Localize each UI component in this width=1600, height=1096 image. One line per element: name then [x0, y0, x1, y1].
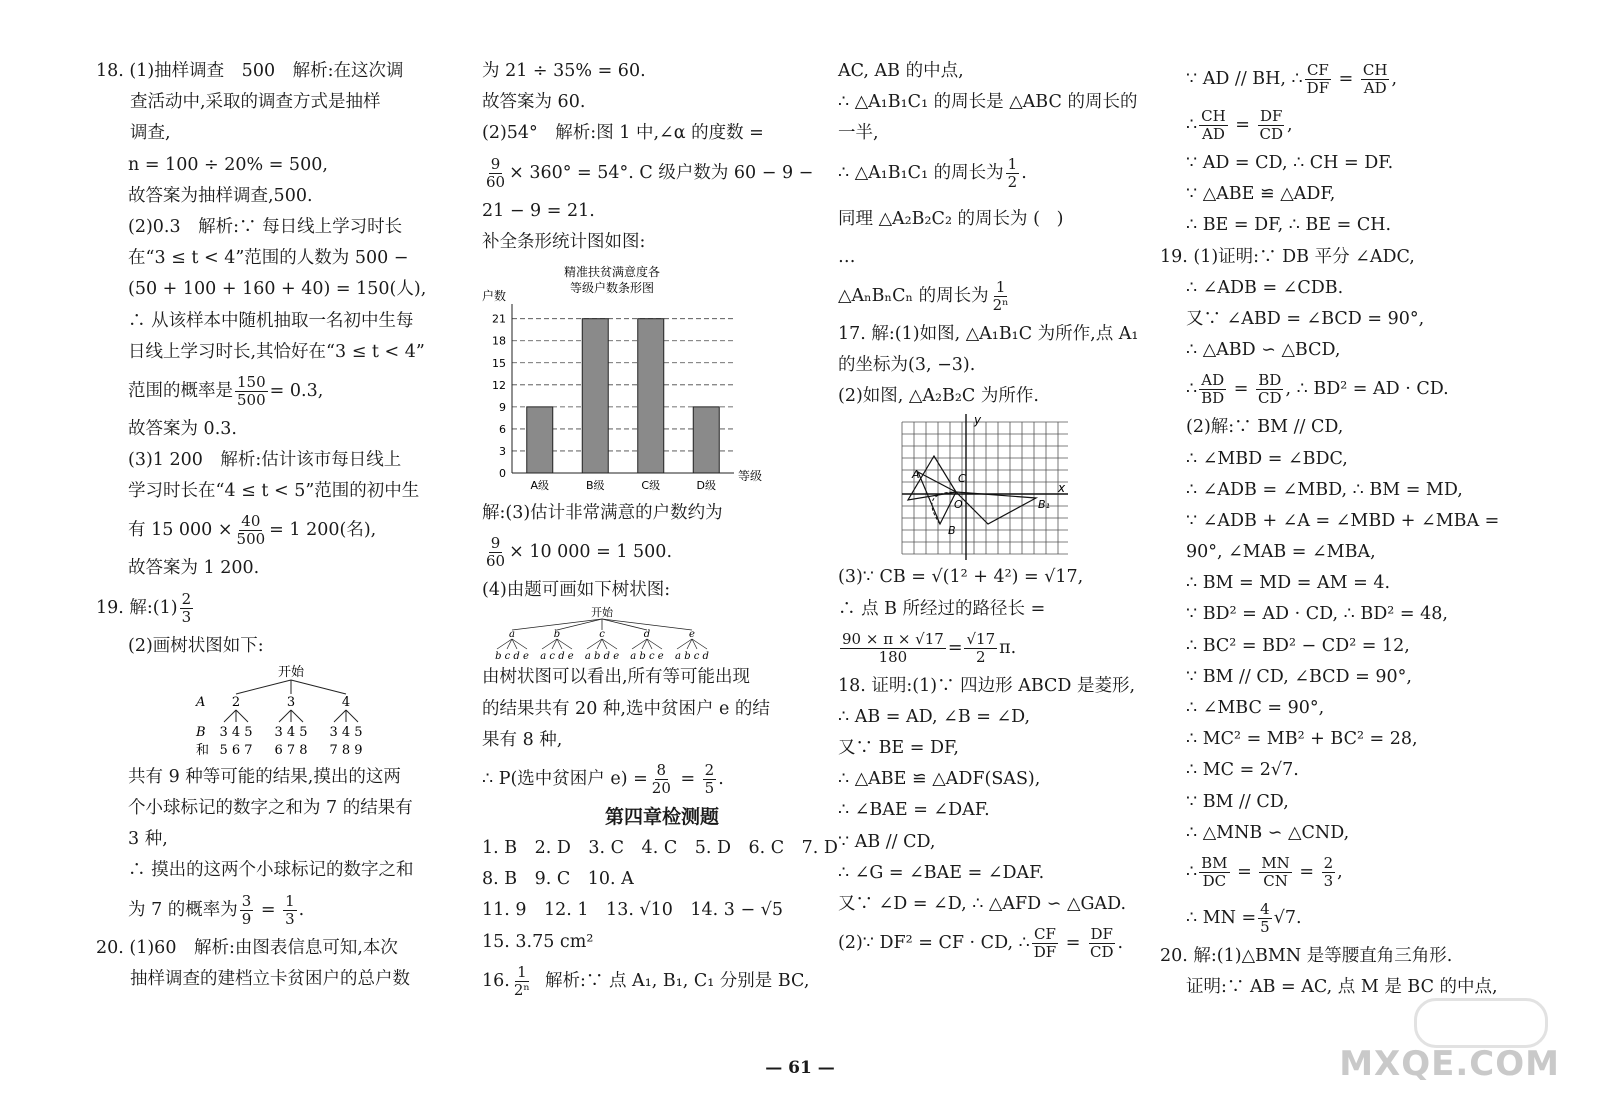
text-line: n = 100 ÷ 20% = 500, [128, 154, 328, 175]
text-line: ∴ P(选中贫困户 e) = $\frac{8}{20}$ = $\frac{2}{5}$ . [482, 760, 724, 797]
page-number: — 61 — [765, 1058, 835, 1078]
denominator: 2ⁿ [513, 980, 530, 999]
denominator: 9 [241, 909, 252, 928]
denominator: AD [1363, 79, 1387, 97]
tree-node: 3 4 5 [219, 724, 253, 740]
fraction [1199, 855, 1229, 890]
watermark-logo [1414, 998, 1548, 1048]
denominator: DC [1202, 871, 1227, 890]
text-line: ∴ MC = 2√7. [1186, 760, 1299, 781]
numerator: 3 [241, 891, 252, 910]
text-line [96, 585, 456, 631]
text-line [838, 273, 1198, 319]
text-line: 查活动中,采取的调查方式是抽样 [130, 92, 381, 113]
text-line: 学习时长在“4 ≤ t < 5”范围的初中生 [128, 481, 420, 502]
text-line [96, 368, 456, 414]
tree-node: 4 [341, 694, 351, 710]
column-4 [1160, 56, 1516, 1003]
numerator: CH [1362, 61, 1388, 79]
denominator: DF [1033, 943, 1057, 962]
numerator: DF [1090, 925, 1113, 944]
denominator: 3 [181, 607, 192, 626]
y-tick-label: 0 [499, 466, 506, 480]
text-line [482, 150, 842, 196]
text-line: 1. B 2. D 3. C 4. C 5. D 6. C 7. D [482, 838, 838, 859]
text-line: (2)画树状图如下: [128, 635, 264, 656]
text-line: 又∵ ∠D = ∠D, ∴ △AFD ∽ △GAD. [838, 894, 1127, 914]
coordinate-grid-figure [838, 412, 1168, 562]
text-line: 的结果共有 20 种,选中贫困户 e 的结 [482, 698, 770, 719]
fraction [235, 374, 268, 409]
fraction [1006, 156, 1020, 191]
text-line: 21 − 9 = 21. [482, 200, 595, 221]
numerator: √17 [966, 629, 996, 648]
text-line: ∴ ∠MBC = 90°, [1186, 698, 1325, 718]
denominator: CD [1089, 943, 1114, 962]
text-line: 故答案为 0.3. [128, 418, 237, 439]
text-line: 解:(3)估计非常满意的户数约为 [482, 502, 723, 523]
tree-start: 开始 [591, 606, 613, 620]
text-line: ∴ BC² = BD² − CD² = 12, [1186, 635, 1410, 656]
y-axis-label: 户数 [482, 288, 507, 303]
y-tick-label: 12 [492, 378, 506, 392]
text-line: 在“3 ≤ t < 4”范围的人数为 500 − [128, 248, 409, 269]
numerator: MN [1261, 853, 1290, 872]
numerator: AD [1201, 371, 1225, 390]
text-line: ∴ △ABE ≌ △ADF(SAS), [838, 769, 1041, 790]
text-line: ∴ 摸出的这两个小球标记的数字之和 [128, 860, 414, 881]
fraction [840, 631, 946, 666]
column-3 [838, 56, 1198, 966]
fraction [1361, 62, 1390, 97]
text-span: = 1 200(名), [269, 520, 377, 541]
denominator: 5 [1260, 917, 1270, 936]
text-line: … [838, 246, 856, 267]
text-line: ∴ $\frac{AD}{BD}$ = $\frac{BD}{CD}$ , ∴ BD² = AD · CD. [1186, 371, 1449, 408]
text-line: 为 7 的概率为 $\frac{3}{9}$ = $\frac{1}{3}$ . [128, 891, 305, 928]
text-span: = [947, 637, 963, 658]
text-span: = 0.3, [269, 380, 324, 401]
text-line: 补全条形统计图如图: [482, 231, 646, 252]
tree-leaves: a b d e [584, 651, 620, 663]
tree-leaves: a b c e [630, 651, 664, 663]
text-line: 日线上学习时长,其恰好在“3 ≤ t < 4” [128, 341, 425, 362]
tree-start: 开始 [277, 664, 305, 680]
denominator: 3 [1323, 871, 1334, 890]
numerator: 150 [237, 372, 266, 391]
text-line: 11. 9 12. 1 13. √10 14. 3 − √5 [482, 900, 783, 921]
text-line: 共有 9 种等可能的结果,摸出的这两 [128, 766, 401, 787]
fraction [283, 893, 297, 928]
bar [693, 407, 719, 473]
bar-chart [482, 258, 782, 498]
text-line: 调查, [130, 123, 171, 144]
numerator: BD [1258, 371, 1282, 390]
tree-diagram-1 [96, 662, 396, 762]
text-line: ∴ △A₁B₁C₁ 的周长为 $\frac{1}{2}$ . [838, 154, 1027, 191]
text-span: ∴ [1186, 861, 1198, 882]
text-line: ∴ 点 B 所经过的路径长 = [838, 598, 1046, 619]
numerator: 2 [1323, 853, 1334, 872]
tree-leaves: a c d e [540, 651, 574, 663]
numerator: 4 [1260, 899, 1270, 918]
origin-label: O [954, 498, 963, 512]
tree-row-label: A [196, 694, 206, 710]
text-span: , ∴ BD² = AD · CD. [1285, 379, 1449, 400]
numerator: 9 [490, 534, 501, 553]
text-line [1186, 895, 1516, 941]
numerator: BM [1201, 853, 1228, 872]
denominator: 60 [486, 552, 506, 571]
denominator: 500 [236, 530, 266, 549]
x-axis-label: 等级 [738, 468, 763, 483]
y-tick-label: 9 [499, 400, 506, 414]
text-line: 又∵ ∠ABD = ∠BCD = 90°, [1186, 308, 1425, 329]
fraction [703, 762, 717, 797]
watermark: MXQE.COM [1339, 1044, 1560, 1084]
fraction [1258, 108, 1286, 143]
text-line: ∵ AD = CD, ∴ CH = DF. [1186, 153, 1394, 173]
y-tick-label: 15 [492, 356, 506, 370]
numerator: 1 [517, 962, 527, 981]
text-line: ∵ AB // CD, [838, 831, 936, 852]
text-line: (2)54° 解析:图 1 中,∠α 的度数 = [482, 123, 764, 144]
tree-leaves: a b c d [675, 651, 709, 663]
text-span: 16. [482, 970, 510, 991]
y-tick-label: 21 [492, 312, 506, 326]
y-tick-label: 3 [499, 444, 506, 458]
denominator: 2ⁿ [992, 295, 1009, 314]
text-line: 15. 3.75 cm² [482, 931, 594, 952]
text-span: × 360° = 54°. C 级户数为 60 − 9 − [509, 162, 814, 183]
tree-node: c [599, 629, 605, 641]
text-line: ∵ △ABE ≌ △ADF, [1186, 184, 1336, 205]
denominator: BD [1201, 389, 1225, 408]
denominator: CD [1258, 389, 1282, 408]
denominator: CN [1263, 871, 1288, 890]
tree-node: d [643, 629, 651, 641]
point-label: A [912, 468, 920, 482]
numerator: 1 [995, 277, 1006, 296]
denominator: 180 [878, 647, 908, 666]
text-line: ∵ AD // BH, ∴ $\frac{CF}{DF}$ = $\frac{CH}{AD}$ , [1186, 61, 1398, 97]
chart-x-ticks [530, 479, 716, 492]
text-line: ∴ △A₁B₁C₁ 的周长是 △ABC 的周长的 [838, 92, 1138, 113]
text-line: (3)1 200 解析:估计该市每日线上 [128, 450, 402, 471]
text-line: ∴ BE = DF, ∴ BE = CH. [1186, 215, 1392, 236]
text-line: ∴ ∠ADB = ∠CDB. [1186, 277, 1344, 298]
x-tick-label: A级 [530, 478, 550, 492]
fraction [1305, 62, 1331, 97]
text-line: 个小球标记的数字之和为 7 的结果有 [128, 798, 413, 818]
fraction [180, 591, 194, 626]
numerator: 1 [285, 891, 295, 910]
tree-row-label: B [196, 724, 206, 740]
numerator: CH [1201, 107, 1226, 125]
denominator: AD [1201, 125, 1225, 143]
text-span: ∴ MN = [1186, 907, 1257, 928]
text-line: ∵ ∠ADB + ∠A = ∠MBD + ∠MBA = [1186, 510, 1500, 531]
text-line: 的坐标为(3, −3). [838, 354, 976, 375]
denominator: 20 [651, 778, 671, 797]
text-line: 20. 解:(1)△BMN 是等腰直角三角形. [1160, 945, 1453, 966]
tree-diagram-2 [482, 606, 722, 662]
numerator: 1 [1007, 154, 1018, 173]
text-span: ∵ AD // BH, ∴ [1186, 69, 1303, 89]
chart-y-ticks [492, 313, 506, 480]
text-line: 19. (1)证明:∵ DB 平分 ∠ADC, [1160, 246, 1415, 267]
text-line: 由树状图可以看出,所有等可能出现 [482, 667, 751, 688]
denominator: 500 [237, 390, 266, 409]
text-span: 有 15 000 × [128, 520, 233, 541]
text-span: √7. [1273, 907, 1302, 928]
numerator: 2 [181, 589, 192, 608]
bar [638, 319, 664, 473]
text-span: (2)∵ DF² = CF · CD, ∴ [838, 933, 1030, 954]
numerator: DF [1260, 107, 1283, 125]
fraction [484, 535, 507, 570]
tree-node: 3 4 5 [329, 724, 363, 740]
text-line: 又∵ BE = DF, [838, 738, 959, 759]
text-line: ∴ AB = AD, ∠B = ∠D, [838, 706, 1031, 727]
fraction [650, 762, 673, 797]
text-line: 一半, [838, 123, 879, 144]
text-line: 抽样调查的建档立卡贫困户的总户数 [130, 968, 410, 989]
numerator: 8 [656, 760, 667, 779]
text-span: π. [999, 637, 1017, 658]
text-line [838, 625, 1198, 671]
text-line: ∴ △ABD ∽ △BCD, [1186, 340, 1341, 361]
text-span: × 10 000 = 1 500. [509, 542, 673, 563]
tree-node: 7 8 9 [329, 742, 363, 758]
chart-title-line-2: 等级户数条形图 [569, 280, 655, 295]
text-line: 故答案为 1 200. [128, 558, 260, 579]
numerator: CF [1034, 925, 1056, 944]
bar [582, 319, 608, 473]
text-line: (2)如图, △A₂B₂C 为所作. [838, 386, 1039, 407]
text-span: 19. 解:(1) [96, 597, 178, 618]
text-line: ∴ ∠MBD = ∠BDC, [1186, 448, 1348, 469]
text-line: 证明:∵ AB = AC, 点 M 是 BC 的中点, [1186, 977, 1498, 998]
tree-branches [495, 619, 709, 662]
y-tick-label: 18 [492, 334, 506, 348]
text-line: (4)由题可画如下树状图: [482, 580, 671, 601]
x-tick-label: D级 [696, 478, 716, 492]
fraction [1088, 926, 1116, 961]
denominator: 2 [976, 647, 986, 666]
text-line: ∴ MC² = MB² + BC² = 28, [1186, 729, 1418, 750]
tree-node: 5 6 7 [219, 742, 253, 758]
text-line: ∴ ∠ADB = ∠MBD, ∴ BM = MD, [1186, 479, 1463, 500]
tree-node: 3 [286, 694, 296, 710]
text-line: 18. 证明:(1)∵ 四边形 ABCD 是菱形, [838, 675, 1136, 696]
text-line: ∴ 从该样本中随机抽取一名初中生每 [128, 310, 414, 331]
text-line [96, 507, 456, 553]
text-line: ∴ ∠BAE = ∠DAF. [838, 800, 990, 821]
fraction [1256, 372, 1284, 407]
section-title: 第四章检测题 [604, 805, 719, 828]
tree-node: 2 [231, 694, 241, 710]
text-line: ∴ $\frac{CH}{AD}$ = $\frac{DF}{CD}$ , [1186, 107, 1293, 143]
denominator: 60 [486, 172, 506, 191]
bar [527, 407, 553, 473]
numerator: 40 [241, 512, 261, 531]
denominator: CD [1259, 125, 1284, 143]
text-line: ∴ △MNB ∽ △CND, [1186, 822, 1350, 843]
text-span: ∴ [1186, 379, 1198, 400]
text-span: 为 7 的概率为 [128, 899, 238, 920]
text-line: (2)∵ DF² = CF · CD, ∴ $\frac{CF}{DF}$ = $\frac{DF}{CD}$ . [838, 925, 1124, 962]
denominator: DF [1306, 79, 1330, 97]
fraction [1199, 372, 1226, 407]
tree-node: e [689, 629, 695, 641]
text-span: △AₙBₙCₙ 的周长为 [838, 285, 989, 306]
text-line: AC, AB 的中点, [838, 61, 964, 81]
numerator: 90 × π × √17 [842, 629, 944, 648]
text-line: (3)∵ CB = √(1² + 4²) = √17, [838, 567, 1084, 588]
text-span: ∴ [1186, 115, 1198, 135]
text-line: 18. (1)抽样调查 500 解析:在这次调 [96, 61, 404, 81]
chart-bars [527, 319, 720, 473]
tree-leaves: b c d e [495, 651, 529, 663]
x-axis-label: x [1058, 481, 1066, 496]
text-line: 17. 解:(1)如图, △A₁B₁C 为所作,点 A₁ [838, 323, 1139, 344]
fraction [991, 279, 1011, 314]
text-line: (50 + 100 + 160 + 40) = 150(人), [128, 279, 427, 300]
fraction [484, 156, 507, 191]
tree-node: b [553, 629, 561, 641]
text-line: ∵ BM // CD, ∠BCD = 90°, [1186, 666, 1412, 687]
text-line: (2)解:∵ BM // CD, [1186, 417, 1344, 438]
fraction [1258, 901, 1272, 936]
text-line: 8. B 9. C 10. A [482, 869, 634, 890]
x-tick-label: C级 [641, 478, 661, 492]
text-line: 故答案为 60. [482, 92, 586, 113]
numerator: CF [1306, 61, 1329, 79]
fraction [964, 631, 997, 666]
text-line: ∵ BM // CD, [1186, 791, 1289, 812]
y-axis-label: y [974, 413, 982, 428]
text-line: (2)0.3 解析:∵ 每日线上学习时长 [128, 216, 403, 237]
text-span: ∴ △A₁B₁C₁ 的周长为 [838, 162, 1004, 183]
text-line: ∴ ∠G = ∠BAE = ∠DAF. [838, 862, 1045, 883]
text-span: 同理 △A₂B₂C₂ 的周长为 [838, 208, 1028, 229]
text-line: 为 21 ÷ 35% = 60. [482, 61, 646, 81]
text-line [482, 958, 842, 1004]
text-line: 20. (1)60 解析:由图表信息可知,本次 [96, 937, 398, 958]
text-span: 解析:∵ 点 A₁, B₁, C₁ 分别是 BC, [545, 970, 810, 991]
text-span: ∴ P(选中贫困户 e) = [482, 768, 648, 789]
y-tick-label: 6 [499, 422, 506, 436]
numerator: 2 [704, 760, 715, 779]
text-line: 果有 8 种, [482, 729, 563, 750]
point-label: C [958, 472, 966, 486]
chart-title-line-1: 精准扶贫满意度各 [563, 264, 661, 279]
text-line: 90°, ∠MAB = ∠MBA, [1186, 542, 1376, 563]
text-line: ∴ BM = MD = AM = 4. [1186, 573, 1391, 594]
text-span: 范围的概率是 [128, 380, 233, 401]
text-line: 同理 △A₂B₂C₂ 的周长为 ( ) [838, 208, 1064, 229]
text-line: ∴ $\frac{BM}{DC}$ = $\frac{MN}{CN}$ = $\frac{2}{3}$ , [1186, 853, 1343, 890]
fraction [1199, 108, 1228, 143]
fraction [1032, 926, 1058, 961]
denominator: 3 [285, 909, 295, 928]
fraction [1322, 855, 1336, 890]
tree-row-label: 和 [196, 742, 210, 758]
numerator: 9 [490, 154, 501, 173]
column-1 [96, 56, 456, 995]
fraction [512, 964, 532, 999]
denominator: 5 [704, 778, 715, 797]
tree-node: 3 4 5 [274, 724, 308, 740]
column-2 [482, 56, 842, 1004]
point-label: B [948, 524, 956, 538]
point-label: B₁ [1038, 498, 1050, 512]
text-line [482, 529, 842, 575]
fraction [1259, 855, 1291, 890]
tree-node: a [509, 629, 515, 641]
fraction [235, 513, 268, 548]
text-line: 3 种, [128, 829, 168, 850]
text-line: ∵ BD² = AD · CD, ∴ BD² = 48, [1186, 604, 1448, 625]
x-tick-label: B级 [585, 478, 605, 492]
denominator: 2 [1007, 172, 1018, 191]
text-line: 故答案为抽样调查,500. [128, 185, 313, 206]
tree-node: 6 7 8 [274, 742, 308, 758]
fraction [240, 893, 254, 928]
